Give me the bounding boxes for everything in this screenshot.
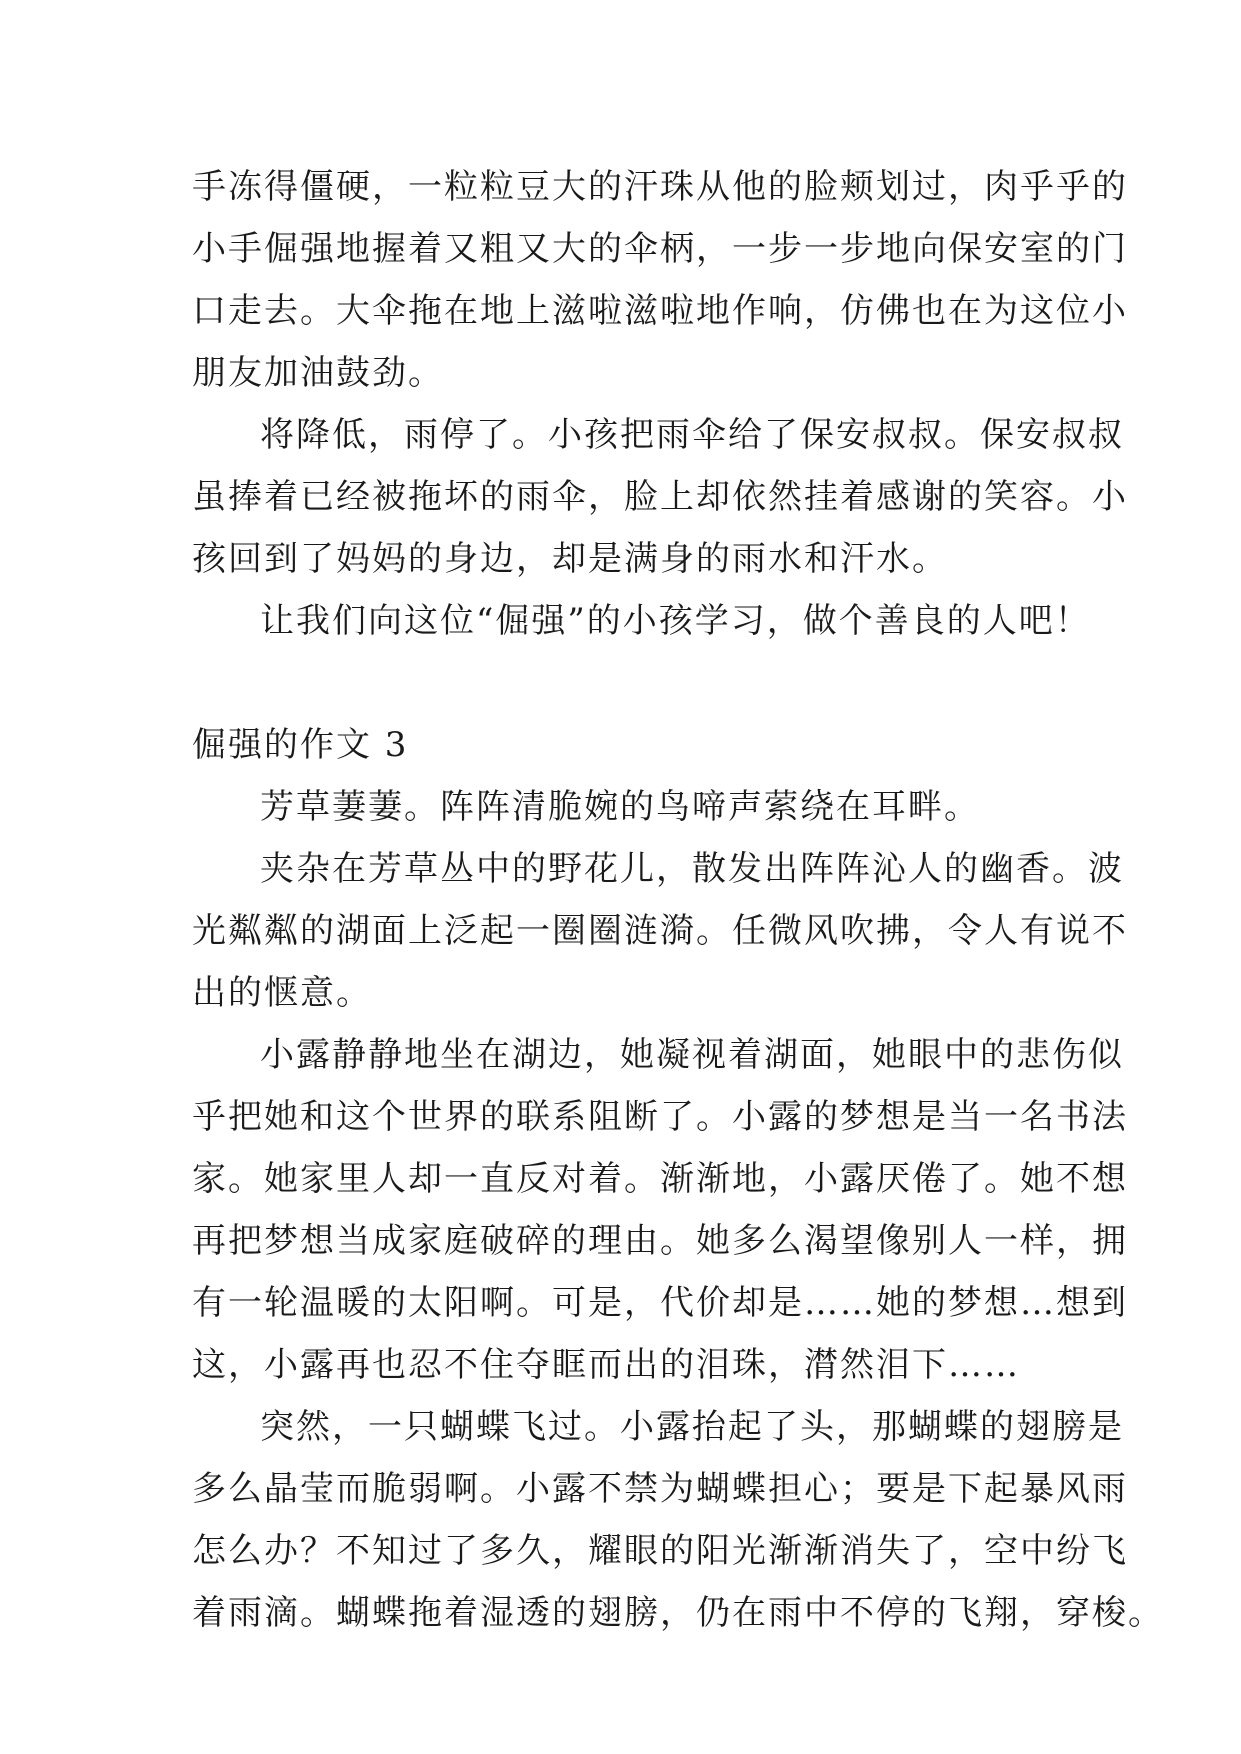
text-line: 有一轮温暖的太阳啊。可是，代价却是……她的梦想…想到 <box>192 1283 1128 1323</box>
paragraph <box>192 590 1091 652</box>
text-line: 这，小露再也忍不住夺眶而出的泪珠，潸然泪下…… <box>192 1345 1020 1385</box>
paragraph <box>192 404 1128 590</box>
text-line: 虽捧着已经被拖坏的雨伞，脸上却依然挂着感谢的笑容。小 <box>192 477 1128 517</box>
text-line: 再把梦想当成家庭破碎的理由。她多么渴望像别人一样，拥 <box>192 1221 1128 1261</box>
text-line: 朋友加油鼓劲。 <box>192 353 444 393</box>
text-line: 孩回到了妈妈的身边，却是满身的雨水和汗水。 <box>192 539 948 579</box>
section-heading: 倔强的作文 3 <box>192 725 409 765</box>
paragraph <box>192 1024 1128 1396</box>
text-line: 小手倔强地握着又粗又大的伞柄，一步一步地向保安室的门 <box>192 229 1128 269</box>
paragraph <box>192 776 1052 838</box>
text-line: 将降低，雨停了。小孩把雨伞给了保安叔叔。保安叔叔 <box>260 415 1124 455</box>
text-line: 口走去。大伞拖在地上滋啦滋啦地作响，仿佛也在为这位小 <box>192 291 1128 331</box>
text-line: 芳草萋萋。阵阵清脆婉的鸟啼声萦绕在耳畔。 <box>260 787 980 827</box>
document-page <box>192 156 1164 1644</box>
text-line: 手冻得僵硬，一粒粒豆大的汗珠从他的脸颊划过，肉乎乎的 <box>192 167 1128 207</box>
text-line: 着雨滴。蝴蝶拖着湿透的翅膀，仍在雨中不停的飞翔，穿梭。 <box>192 1593 1164 1633</box>
text-line: 突然，一只蝴蝶飞过。小露抬起了头，那蝴蝶的翅膀是 <box>260 1407 1124 1447</box>
paragraph <box>192 1396 1164 1644</box>
paragraph <box>192 838 1128 1024</box>
text-line: 让我们向这位“倔强”的小孩学习，做个善良的人吧！ <box>260 601 1091 641</box>
text-line: 夹杂在芳草丛中的野花儿，散发出阵阵沁人的幽香。波 <box>260 849 1124 889</box>
text-line: 小露静静地坐在湖边，她凝视着湖面，她眼中的悲伤似 <box>260 1035 1124 1075</box>
text-line: 家。她家里人却一直反对着。渐渐地，小露厌倦了。她不想 <box>192 1159 1128 1199</box>
text-line: 乎把她和这个世界的联系阻断了。小露的梦想是当一名书法 <box>192 1097 1128 1137</box>
text-line: 多么晶莹而脆弱啊。小露不禁为蝴蝶担心；要是下起暴风雨 <box>192 1469 1128 1509</box>
blank-line <box>192 652 1052 714</box>
text-line: 出的惬意。 <box>192 973 372 1013</box>
text-line: 光粼粼的湖面上泛起一圈圈涟漪。任微风吹拂，令人有说不 <box>192 911 1128 951</box>
text-line: 怎么办？不知过了多久，耀眼的阳光渐渐消失了，空中纷飞 <box>192 1531 1128 1571</box>
paragraph <box>192 156 1128 404</box>
